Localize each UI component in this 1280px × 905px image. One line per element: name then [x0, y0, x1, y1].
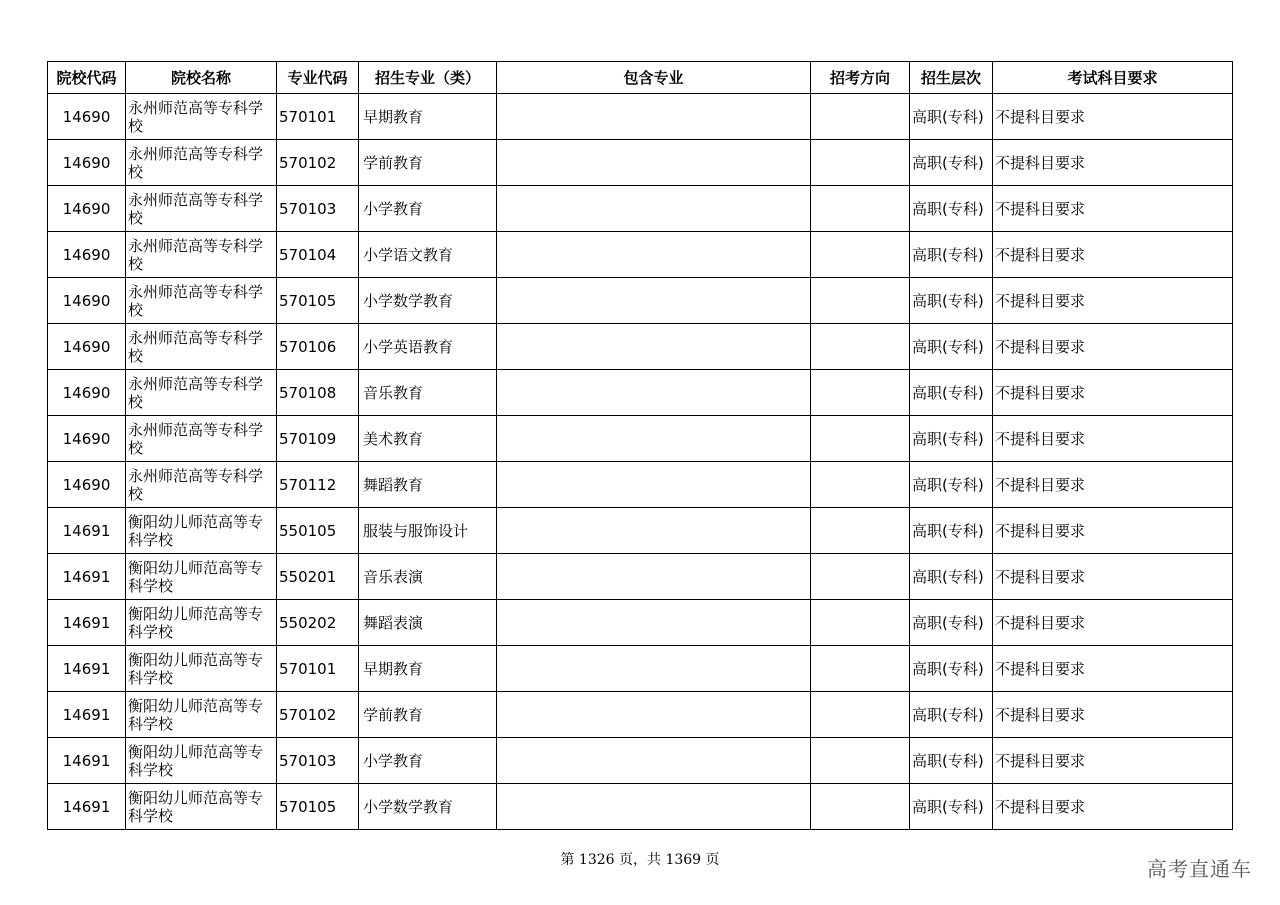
table-row: [48, 784, 1233, 830]
cell-school-code: 14690: [48, 140, 126, 186]
cell-school-code: 14691: [48, 738, 126, 784]
table-row: [48, 692, 1233, 738]
cell-major: 美术教育: [359, 416, 497, 462]
cell-school-code: 14691: [48, 508, 126, 554]
cell-direction: [811, 370, 910, 416]
cell-major: 舞蹈表演: [359, 600, 497, 646]
table-row: [48, 370, 1233, 416]
cell-school-name: 衡阳幼儿师范高等专科学校: [126, 554, 277, 600]
cell-included-majors: [497, 94, 811, 140]
cell-level: 高职(专科): [910, 278, 993, 324]
cell-school-code: 14691: [48, 600, 126, 646]
cell-major: 音乐教育: [359, 370, 497, 416]
cell-school-code: 14690: [48, 370, 126, 416]
cell-direction: [811, 462, 910, 508]
cell-level: 高职(专科): [910, 646, 993, 692]
cell-major: 小学数学教育: [359, 784, 497, 830]
table-row: [48, 738, 1233, 784]
cell-direction: [811, 416, 910, 462]
header-school-name: 院校名称: [126, 62, 277, 94]
cell-major: 学前教育: [359, 140, 497, 186]
cell-major-code: 570105: [277, 278, 359, 324]
table-row: [48, 462, 1233, 508]
cell-subject-requirement: 不提科目要求: [993, 186, 1233, 232]
cell-direction: [811, 232, 910, 278]
cell-level: 高职(专科): [910, 554, 993, 600]
cell-school-code: 14690: [48, 324, 126, 370]
cell-included-majors: [497, 554, 811, 600]
cell-school-name: 永州师范高等专科学校: [126, 232, 277, 278]
cell-major-code: 570105: [277, 784, 359, 830]
table-row: [48, 554, 1233, 600]
cell-school-code: 14690: [48, 462, 126, 508]
cell-level: 高职(专科): [910, 416, 993, 462]
cell-school-name: 衡阳幼儿师范高等专科学校: [126, 508, 277, 554]
cell-major: 小学数学教育: [359, 278, 497, 324]
cell-school-code: 14690: [48, 416, 126, 462]
cell-major: 小学语文教育: [359, 232, 497, 278]
cell-major-code: 570104: [277, 232, 359, 278]
cell-included-majors: [497, 278, 811, 324]
cell-major-code: 570102: [277, 140, 359, 186]
cell-level: 高职(专科): [910, 140, 993, 186]
cell-direction: [811, 738, 910, 784]
cell-subject-requirement: 不提科目要求: [993, 738, 1233, 784]
table-row: [48, 232, 1233, 278]
cell-subject-requirement: 不提科目要求: [993, 278, 1233, 324]
cell-level: 高职(专科): [910, 692, 993, 738]
cell-major: 服装与服饰设计: [359, 508, 497, 554]
cell-school-name: 衡阳幼儿师范高等专科学校: [126, 692, 277, 738]
cell-included-majors: [497, 508, 811, 554]
watermark-logo-text: 高考直通车: [1147, 857, 1252, 881]
cell-subject-requirement: 不提科目要求: [993, 554, 1233, 600]
cell-major: 小学英语教育: [359, 324, 497, 370]
cell-major-code: 570103: [277, 186, 359, 232]
cell-included-majors: [497, 738, 811, 784]
header-school-code: 院校代码: [48, 62, 126, 94]
cell-school-name: 永州师范高等专科学校: [126, 140, 277, 186]
cell-direction: [811, 508, 910, 554]
table-row: [48, 140, 1233, 186]
cell-subject-requirement: 不提科目要求: [993, 94, 1233, 140]
page-number: 第 1326 页，共 1369 页: [560, 852, 720, 868]
table-row: [48, 508, 1233, 554]
cell-major-code: 570106: [277, 324, 359, 370]
table-row: [48, 278, 1233, 324]
cell-included-majors: [497, 646, 811, 692]
cell-included-majors: [497, 600, 811, 646]
cell-school-name: 永州师范高等专科学校: [126, 94, 277, 140]
header-major: 招生专业（类）: [359, 62, 497, 94]
cell-direction: [811, 554, 910, 600]
cell-school-code: 14691: [48, 692, 126, 738]
table-body: [48, 94, 1233, 830]
cell-major-code: 550202: [277, 600, 359, 646]
table-row: [48, 186, 1233, 232]
cell-school-code: 14690: [48, 232, 126, 278]
table-header-row: [48, 62, 1233, 94]
cell-school-code: 14691: [48, 784, 126, 830]
cell-major-code: 550201: [277, 554, 359, 600]
cell-subject-requirement: 不提科目要求: [993, 140, 1233, 186]
cell-included-majors: [497, 186, 811, 232]
cell-subject-requirement: 不提科目要求: [993, 324, 1233, 370]
cell-direction: [811, 186, 910, 232]
cell-school-name: 永州师范高等专科学校: [126, 186, 277, 232]
cell-school-code: 14690: [48, 278, 126, 324]
cell-school-name: 衡阳幼儿师范高等专科学校: [126, 600, 277, 646]
admissions-table: [47, 61, 1233, 830]
cell-major-code: 570108: [277, 370, 359, 416]
cell-included-majors: [497, 370, 811, 416]
cell-subject-requirement: 不提科目要求: [993, 646, 1233, 692]
table-row: [48, 324, 1233, 370]
cell-included-majors: [497, 462, 811, 508]
cell-level: 高职(专科): [910, 738, 993, 784]
cell-major: 学前教育: [359, 692, 497, 738]
cell-major-code: 550105: [277, 508, 359, 554]
cell-major-code: 570102: [277, 692, 359, 738]
cell-school-name: 永州师范高等专科学校: [126, 370, 277, 416]
cell-school-name: 衡阳幼儿师范高等专科学校: [126, 784, 277, 830]
cell-included-majors: [497, 692, 811, 738]
cell-subject-requirement: 不提科目要求: [993, 508, 1233, 554]
cell-direction: [811, 646, 910, 692]
cell-major-code: 570109: [277, 416, 359, 462]
cell-school-code: 14691: [48, 646, 126, 692]
header-direction: 招考方向: [811, 62, 910, 94]
cell-school-name: 永州师范高等专科学校: [126, 278, 277, 324]
cell-included-majors: [497, 324, 811, 370]
cell-school-code: 14690: [48, 94, 126, 140]
cell-subject-requirement: 不提科目要求: [993, 784, 1233, 830]
header-subject-requirement: 考试科目要求: [993, 62, 1233, 94]
cell-direction: [811, 140, 910, 186]
table-row: [48, 600, 1233, 646]
cell-major: 早期教育: [359, 94, 497, 140]
cell-included-majors: [497, 416, 811, 462]
cell-school-name: 永州师范高等专科学校: [126, 324, 277, 370]
cell-direction: [811, 94, 910, 140]
cell-school-name: 衡阳幼儿师范高等专科学校: [126, 738, 277, 784]
cell-level: 高职(专科): [910, 370, 993, 416]
cell-level: 高职(专科): [910, 324, 993, 370]
cell-included-majors: [497, 232, 811, 278]
cell-school-code: 14690: [48, 186, 126, 232]
cell-level: 高职(专科): [910, 600, 993, 646]
cell-school-name: 衡阳幼儿师范高等专科学校: [126, 646, 277, 692]
cell-level: 高职(专科): [910, 232, 993, 278]
header-level: 招生层次: [910, 62, 993, 94]
cell-major: 小学教育: [359, 186, 497, 232]
cell-subject-requirement: 不提科目要求: [993, 600, 1233, 646]
cell-major: 舞蹈教育: [359, 462, 497, 508]
cell-major: 音乐表演: [359, 554, 497, 600]
cell-major-code: 570103: [277, 738, 359, 784]
header-major-code: 专业代码: [277, 62, 359, 94]
cell-major: 早期教育: [359, 646, 497, 692]
table-row: [48, 416, 1233, 462]
table-row: [48, 94, 1233, 140]
cell-included-majors: [497, 784, 811, 830]
cell-subject-requirement: 不提科目要求: [993, 462, 1233, 508]
cell-direction: [811, 600, 910, 646]
cell-school-code: 14691: [48, 554, 126, 600]
cell-subject-requirement: 不提科目要求: [993, 370, 1233, 416]
cell-major: 小学教育: [359, 738, 497, 784]
cell-school-name: 永州师范高等专科学校: [126, 462, 277, 508]
cell-major-code: 570101: [277, 94, 359, 140]
cell-direction: [811, 324, 910, 370]
cell-subject-requirement: 不提科目要求: [993, 232, 1233, 278]
cell-major-code: 570112: [277, 462, 359, 508]
cell-direction: [811, 278, 910, 324]
header-included-majors: 包含专业: [497, 62, 811, 94]
cell-major-code: 570101: [277, 646, 359, 692]
cell-subject-requirement: 不提科目要求: [993, 692, 1233, 738]
cell-level: 高职(专科): [910, 186, 993, 232]
cell-level: 高职(专科): [910, 462, 993, 508]
cell-level: 高职(专科): [910, 784, 993, 830]
cell-included-majors: [497, 140, 811, 186]
cell-direction: [811, 784, 910, 830]
cell-level: 高职(专科): [910, 508, 993, 554]
table-row: [48, 646, 1233, 692]
cell-subject-requirement: 不提科目要求: [993, 416, 1233, 462]
cell-school-name: 永州师范高等专科学校: [126, 416, 277, 462]
cell-direction: [811, 692, 910, 738]
cell-level: 高职(专科): [910, 94, 993, 140]
